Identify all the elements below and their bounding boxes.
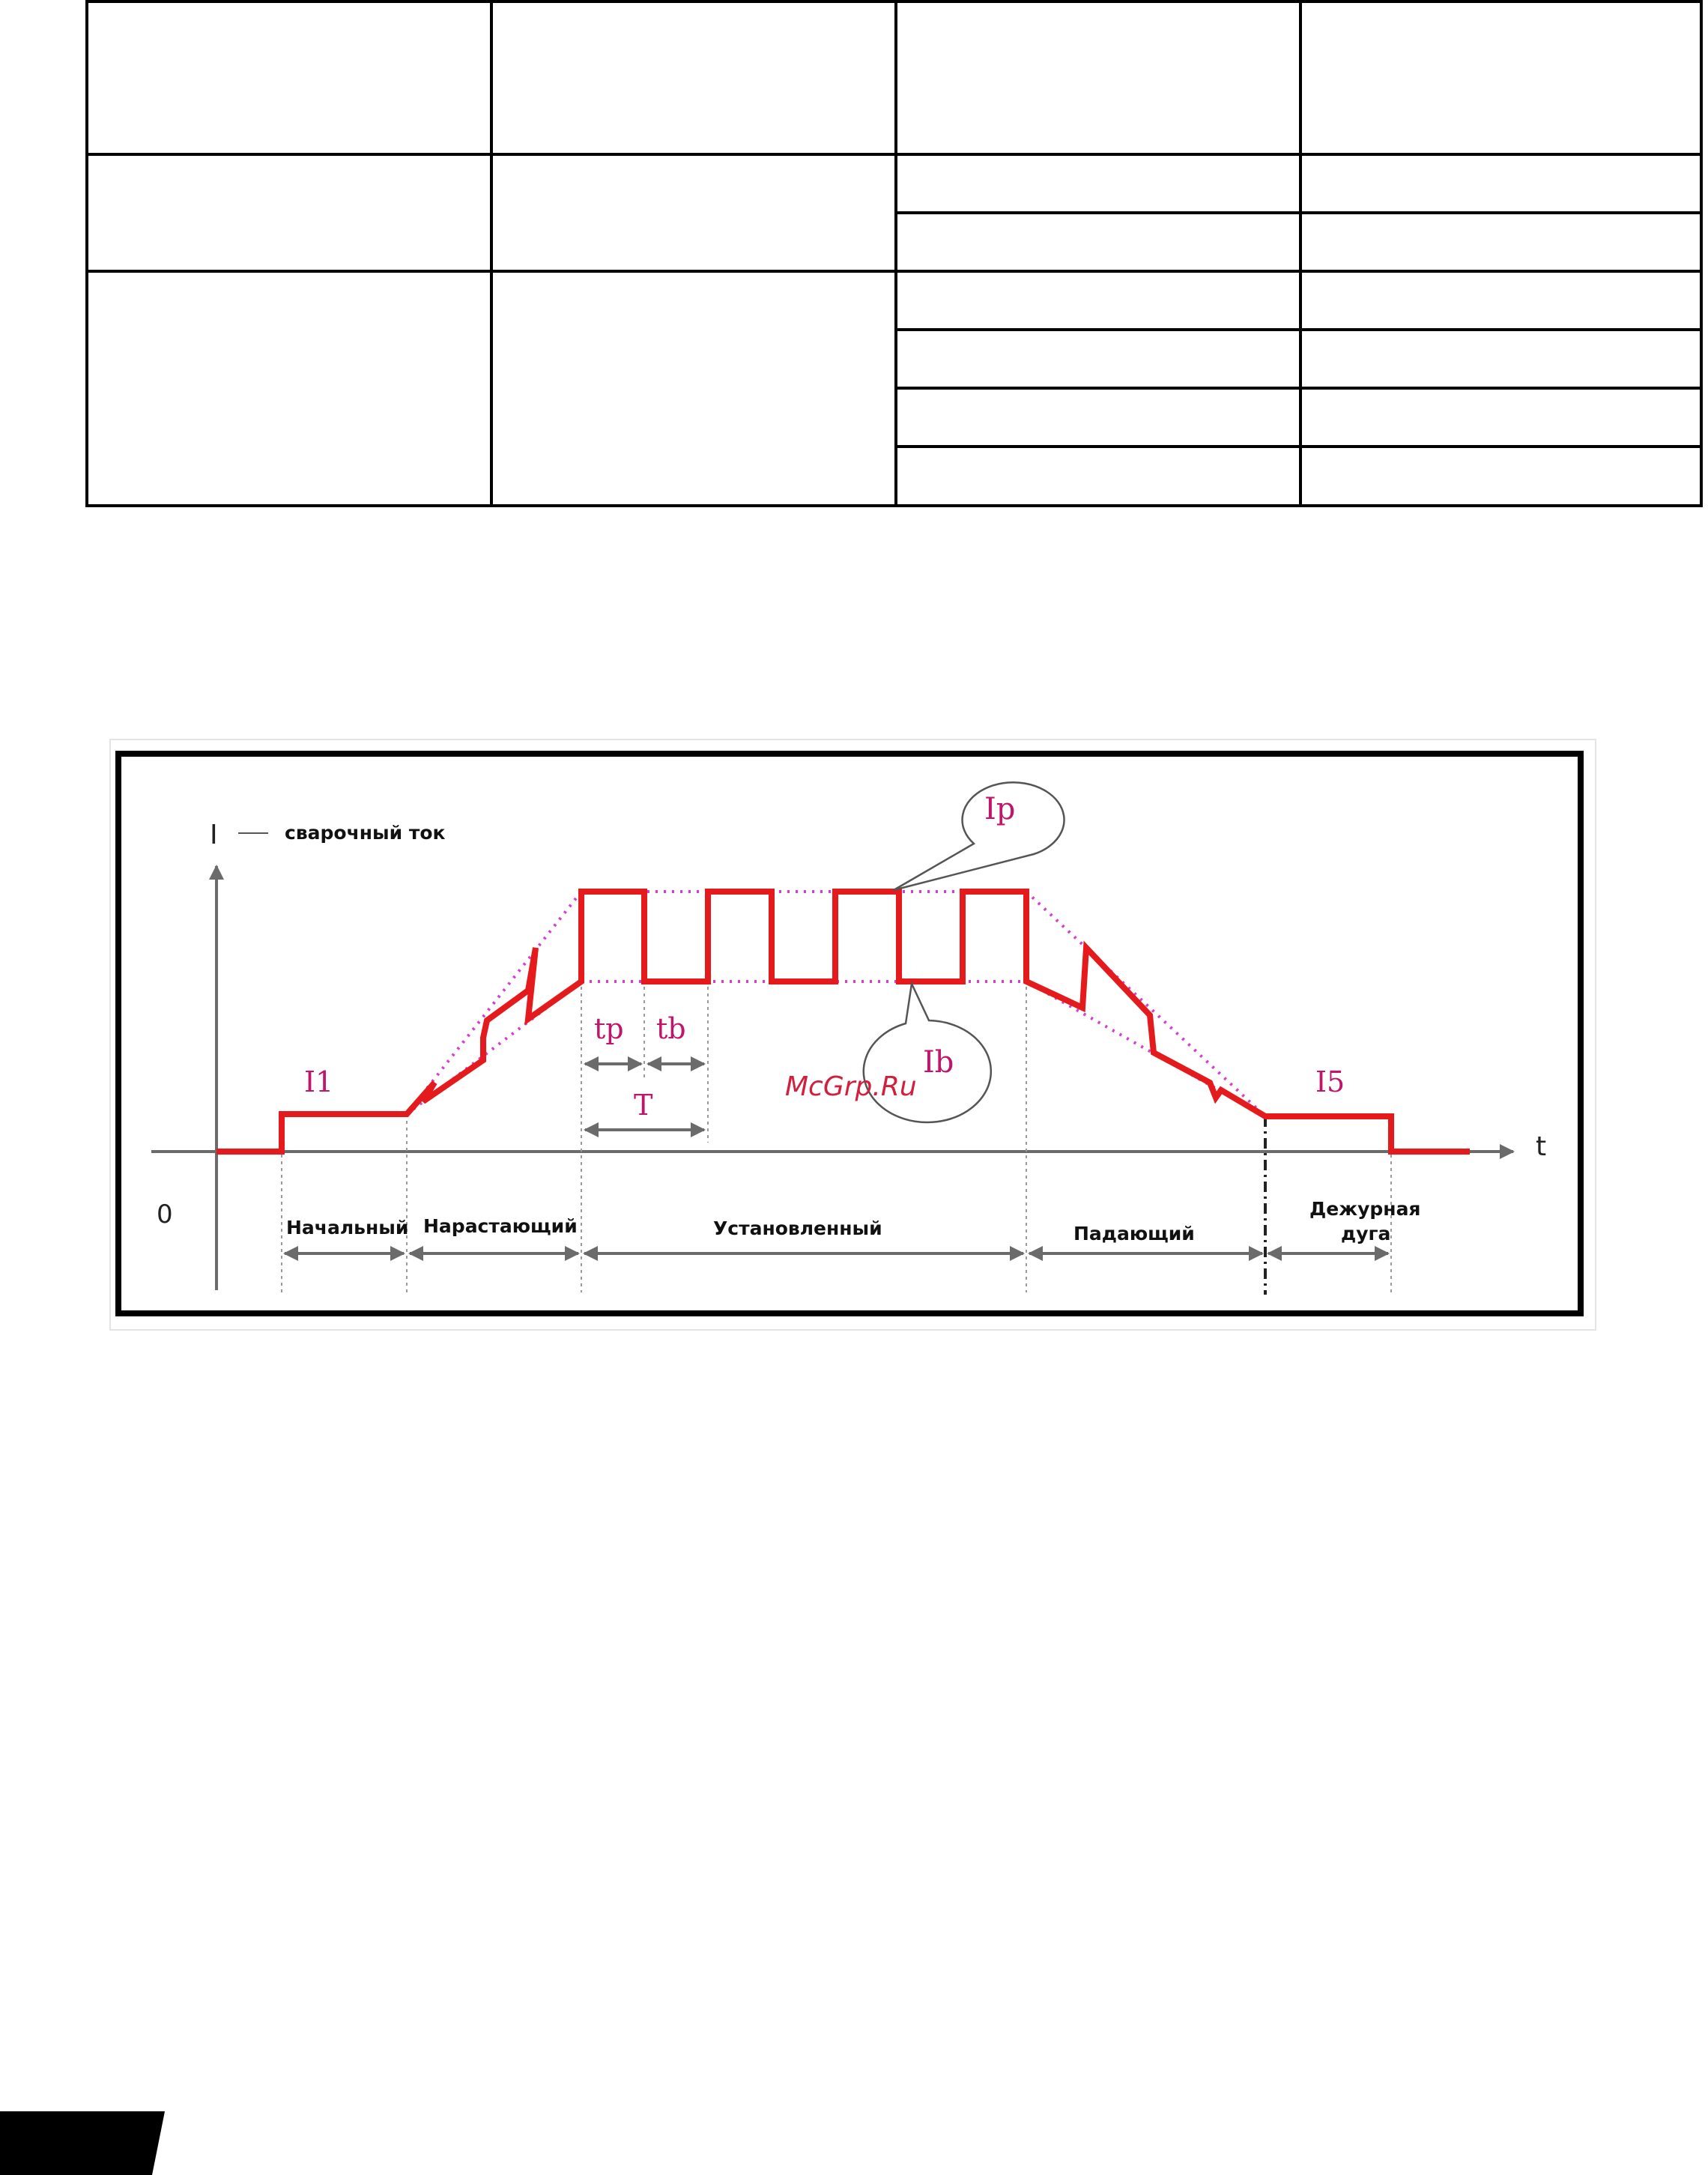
phase-label-falling: Падающий <box>1073 1223 1195 1244</box>
period-label: T <box>634 1089 653 1122</box>
y-axis-caption: сварочный ток <box>285 822 446 844</box>
phase-boundaries <box>282 980 1391 1292</box>
phase-label-initial: Начальный <box>286 1217 409 1238</box>
ip-label: Ip <box>984 792 1016 826</box>
page-number-tab <box>0 2111 165 2175</box>
watermark: McGrp.Ru <box>785 1071 917 1102</box>
phase-label-rising: Нарастающий <box>423 1215 578 1237</box>
i1-label: I1 <box>304 1065 334 1098</box>
phase-label-standby-2: дуга <box>1341 1223 1391 1244</box>
origin-label: 0 <box>157 1200 173 1229</box>
y-axis-symbol: I <box>210 820 218 850</box>
welding-current-line <box>216 892 1470 1152</box>
phase-label-steady: Установленный <box>713 1217 882 1239</box>
envelope-fall-upper <box>1026 892 1265 1116</box>
ib-label: Ib <box>923 1045 954 1080</box>
phase-label-standby-1: Дежурная <box>1309 1198 1421 1220</box>
tp-label: tp <box>594 1012 624 1045</box>
callout-ip <box>894 782 1065 890</box>
tb-label: tb <box>656 1012 686 1045</box>
i5-label: I5 <box>1315 1065 1345 1098</box>
x-axis-symbol: t <box>1536 1131 1547 1162</box>
